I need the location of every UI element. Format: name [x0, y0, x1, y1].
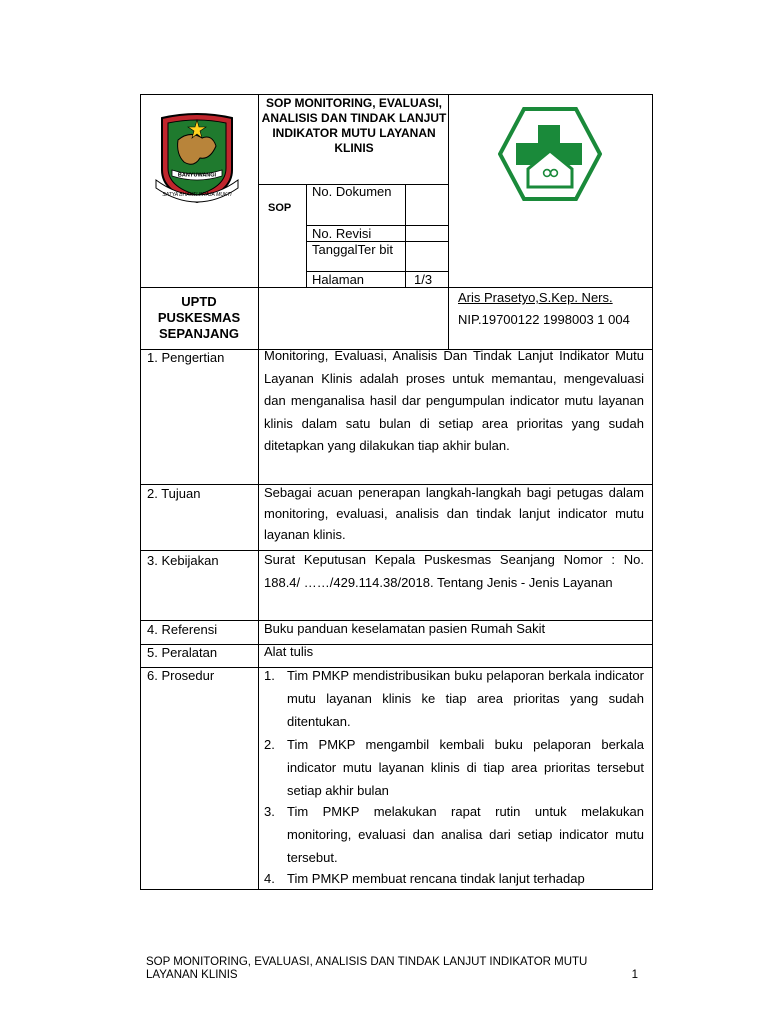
- procedure-step: [264, 664, 644, 733]
- procedure-step-number: 1.: [264, 668, 275, 683]
- signer-nip: NIP.19700122 1998003 1 004: [458, 312, 630, 327]
- doc-field-page-label: Halaman: [312, 272, 365, 287]
- puskesmas-logo: [498, 107, 602, 201]
- organization-name: UPTD PUSKESMAS SEPANJANG: [157, 294, 241, 341]
- section-label-pengertian: 1. Pengertian: [147, 350, 225, 365]
- peralatan-text: Alat tulis: [264, 644, 314, 659]
- procedure-step-text: Tim PMKP mengambil kembali buku pelaporan berkala indicator mutu layanan klinis di tiap area prioritas tersebut setiap akhir bulan: [287, 737, 644, 798]
- sop-label: SOP: [268, 202, 292, 214]
- banyuwangi-banner-text: BANYUWANGI: [177, 172, 217, 179]
- doc-field-date-label: TanggalTer bit: [312, 242, 393, 257]
- kebijakan-text: Surat Keputusan Kepala Puskesmas Seanjang Nomor : No. 188.4/ ……/429.114.38/2018. Tentang Jenis - Jenis Layanan: [264, 552, 644, 590]
- doc-field-number-label: No. Dokumen: [312, 184, 392, 199]
- section-label-kebijakan: 3. Kebijakan: [147, 553, 219, 568]
- section-label-prosedur: 6. Prosedur: [147, 668, 215, 683]
- pengertian-text: Monitoring, Evaluasi, Analisis Dan Tindak Lanjut Indikator Mutu Layanan Klinis adalah proses untuk memantau, mengevaluasi dan menganalisa hasil dar pengumpulan indicator mutu layanan klinis dalam satu bulan di setiap area prioritas yang sudah ditetapkan yang dilakukan tiap akhir bulan.: [264, 348, 644, 453]
- page-footer: [146, 956, 638, 982]
- procedure-step: [264, 867, 644, 890]
- section-label-peralatan: 5. Peralatan: [147, 645, 218, 660]
- section-label-referensi: 4. Referensi: [147, 622, 218, 637]
- footer-text: SOP MONITORING, EVALUASI, ANALISIS DAN TINDAK LANJUT INDIKATOR MUTU LAYANAN KLINIS: [146, 956, 588, 981]
- divider: [258, 94, 259, 349]
- procedure-step: [264, 800, 644, 869]
- signer-name: Aris Prasetyo,S.Kep. Ners.: [458, 290, 613, 305]
- banyuwangi-emblem-logo: [150, 110, 245, 210]
- tujuan-text: Sebagai acuan penerapan langkah-langkah bagi petugas dalam monitoring, evaluasi, analisis dan tindak lanjut indicator mutu layanan klinis.: [264, 485, 644, 542]
- doc-field-page-value: 1/3: [414, 272, 433, 287]
- procedure-step-number: 4.: [264, 871, 275, 886]
- procedure-step-text: Tim PMKP mendistribusikan buku pelaporan berkala indicator mutu layanan klinis ke tiap area prioritas yang sudah ditentukan.: [287, 668, 644, 729]
- procedure-step-text: Tim PMKP membuat rencana tindak lanjut terhadap: [287, 871, 585, 886]
- banyuwangi-motto-text: SATYA BHAKTI PRAJA MUKTI: [162, 192, 232, 198]
- doc-field-revision-label: No. Revisi: [312, 226, 372, 241]
- procedure-step-number: 2.: [264, 737, 275, 752]
- divider: [448, 94, 449, 349]
- procedure-step: [264, 733, 644, 802]
- divider: [140, 287, 653, 288]
- section-label-tujuan: 2. Tujuan: [147, 486, 201, 501]
- footer-page-number: 1: [631, 969, 638, 981]
- page-title: SOP MONITORING, EVALUASI, ANALISIS DAN TINDAK LANJUT INDIKATOR MUTU LAYANAN KLINIS: [261, 96, 447, 155]
- procedure-step-number: 3.: [264, 804, 275, 819]
- procedure-step-text: Tim PMKP melakukan rapat rutin untuk melakukan monitoring, evaluasi dan analisa dari setiap indicator mutu tersebut.: [287, 804, 644, 865]
- referensi-text: Buku panduan keselamatan pasien Rumah Sakit: [264, 621, 546, 636]
